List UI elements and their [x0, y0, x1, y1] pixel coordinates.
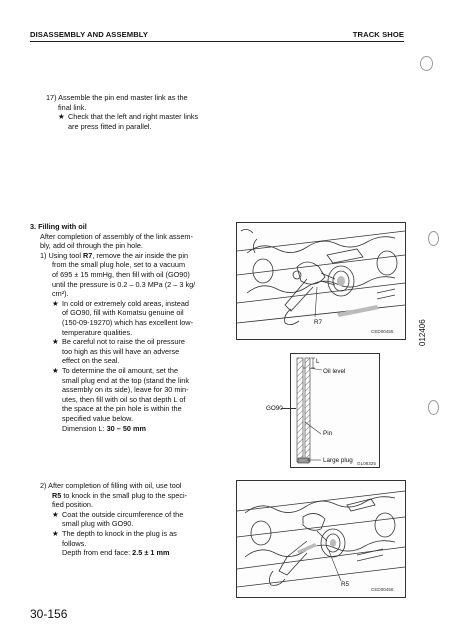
step17-line2: final link.	[58, 102, 87, 112]
step2-line3: fied position.	[52, 500, 93, 510]
note-c-line7: Dimension L: 30 – 50 mm	[62, 423, 146, 433]
note-b-line2: too high as this will have an adverse	[62, 346, 180, 356]
step17-star-line2: are press fitted in parallel.	[68, 121, 152, 131]
star-icon: ★	[52, 529, 59, 538]
note-c-line6: specified value below.	[62, 414, 133, 423]
note-a-line2: of GO90, fill with Komatsu genuine oil	[62, 308, 184, 318]
header-section-title: DISASSEMBLY AND ASSEMBLY	[30, 30, 149, 39]
plug-knock-in-illustration	[237, 481, 405, 597]
star-icon: ★	[52, 298, 59, 308]
tool-r5-label: R5	[341, 581, 350, 588]
tool-r7-label: R7	[314, 319, 323, 326]
note-c-line5: the space at the pin hole is within the	[62, 404, 182, 414]
figure2-code: GL08325	[357, 461, 376, 466]
step2-line1: 2) After completion of filling with oil, use tool	[40, 481, 182, 490]
step1-line5: cm²).	[52, 289, 69, 299]
note-c-line4: utes, then fill with oil so that depth L of	[62, 394, 186, 404]
step17-line1: 17) Assemble the pin end master link as the	[46, 93, 188, 102]
star-icon: ★	[52, 509, 59, 519]
figure-vacuum-tool	[236, 222, 406, 340]
step2-note-b-line1: The depth to knock in the plug is as	[62, 529, 177, 538]
section3-intro-line1: After completion of assembly of the link assem-	[40, 231, 193, 241]
go90-label: GO90	[266, 405, 283, 412]
step1-line1: 1) Using tool R7, remove the air inside the pin	[40, 250, 189, 260]
step2-note-a-line1: Coat the outside circumference of the	[62, 509, 184, 519]
step2-note-a-line2: small plug with GO90.	[62, 519, 134, 529]
note-a-line4: temperature qualities.	[62, 327, 133, 337]
side-reference-code: 012406	[418, 319, 427, 346]
step1-line3: of 695 ± 15 mmHg, then fill with oil (GO90)	[52, 270, 190, 279]
section3-heading: 3. Filling with oil	[30, 222, 87, 231]
punch-hole-middle	[428, 231, 439, 246]
note-b-line3: effect on the seal.	[62, 356, 120, 366]
figure-oil-level	[290, 353, 380, 468]
star-icon: ★	[58, 112, 65, 122]
section3-intro-line2: bly, add oil through the pin hole.	[40, 241, 143, 251]
header-chapter-title: TRACK SHOE	[352, 30, 404, 39]
step2-note-b-line2: follows.	[62, 538, 87, 548]
page-number: 30-156	[30, 607, 68, 621]
figure1-code: CED00455	[371, 329, 394, 334]
note-c-line2: small plug end at the top (stand the link	[62, 375, 189, 385]
dimension-l-label: L	[316, 358, 320, 365]
step1-line4: until the pressure is 0.2 – 0.3 MPa (2 – 3 kg/	[52, 279, 196, 289]
oil-level-label: Oil level	[323, 368, 346, 375]
large-plug-label: Large plug	[323, 457, 353, 464]
header-rule	[30, 41, 404, 42]
step17-star-line1: Check that the left and right master links	[68, 112, 199, 122]
figure3-code: CED00456	[371, 587, 394, 592]
note-c-line3: assembly on its side), leave for 30 min-	[62, 385, 189, 395]
note-c-line1: To determine the oil amount, set the	[62, 366, 179, 375]
note-b-line1: Be careful not to raise the oil pressure	[62, 337, 185, 347]
step2-note-b-line3: Depth from end face: 2.5 ± 1 mm	[62, 548, 170, 558]
star-icon: ★	[52, 366, 59, 375]
step1-line2: from the small plug hole, set to a vacuum	[52, 260, 186, 270]
figure-plug-knock-in	[236, 480, 406, 598]
note-a-line3: (150-09-19270) which has excellent low-	[62, 318, 194, 327]
star-icon: ★	[52, 337, 59, 347]
pin-label: Pin	[323, 430, 333, 437]
punch-hole-lower	[428, 400, 439, 415]
punch-hole-top	[420, 56, 433, 71]
go90-leader-line	[281, 408, 296, 409]
step2-line2: R5 to knock in the small plug to the speci-	[52, 490, 188, 500]
note-a-line1: In cold or extremely cold areas, instead	[62, 298, 189, 308]
